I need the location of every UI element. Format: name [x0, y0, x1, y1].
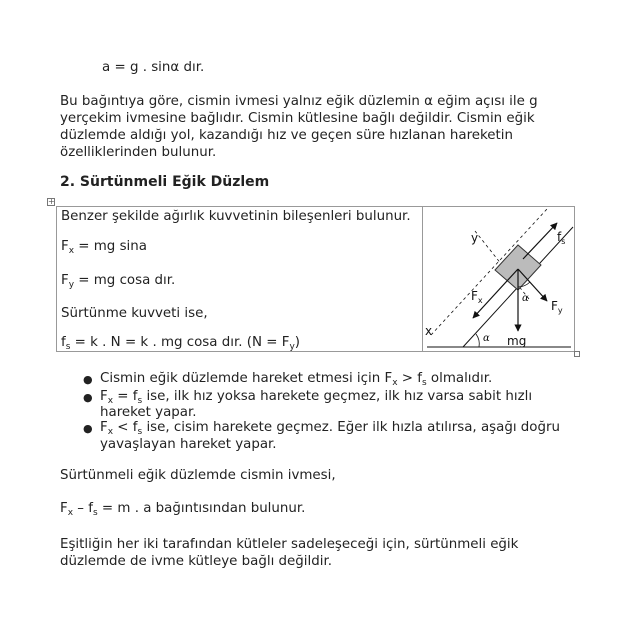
fx-label-subscript: x [477, 296, 483, 305]
accel-formula-rest: = m . a bağıntısından bulunur. [97, 501, 306, 516]
bullet-1-sub-a: x [392, 378, 398, 388]
bullet-2-text-a: F [100, 389, 108, 404]
fs-end: ) [294, 335, 300, 350]
acceleration-intro: Sürtünmeli eğik düzlemde cismin ivmesi, [60, 468, 336, 483]
fy-formula [61, 273, 175, 288]
acceleration-formula [60, 500, 305, 517]
intro-line-3: düzlemde aldığı yol, kazandığı hız ve geçen süre hızlanan hareketin [60, 128, 514, 143]
bullet-2-sub-a: x [107, 396, 114, 406]
y-axis-label: y [471, 231, 479, 245]
closing-line-2: düzlemde de ivme kütleye bağlı değildir. [60, 554, 332, 569]
section-heading: 2. Sürtünmeli Eğik Düzlem [60, 174, 270, 190]
fs-subscript: s [65, 342, 71, 352]
inner-angle-label: α [522, 293, 529, 304]
bullet-1-text-c: olmalıdır. [426, 371, 493, 386]
bullet-3-line-1 [100, 419, 560, 436]
bullet-3-text-b: < f [113, 420, 138, 435]
bullet-dot: ● [83, 422, 93, 435]
closing-line-1: Eşitliğin her iki tarafından kütleler sadeleşeceği için, sürtünmeli eğik [60, 537, 519, 552]
accel-formula-minus-fs: – f [73, 501, 93, 516]
accel-formula-fs-sub: s [92, 508, 98, 518]
fy-label-symbol: F [551, 299, 558, 313]
bullet-2-text-b: = f [113, 389, 138, 404]
intro-line-4: özelliklerinden bulunur. [60, 145, 217, 160]
bullet-2-sub-b: s [137, 396, 143, 406]
bullet-3-text-a: F [100, 420, 108, 435]
fx-rest: = mg sina [74, 239, 147, 254]
friction-force-arrow [523, 223, 557, 259]
base-angle-arc [476, 334, 479, 347]
fs-formula [61, 335, 300, 350]
fx-label [471, 289, 483, 305]
fs-normal-subscript: y [289, 342, 295, 352]
fs-label-subscript: s [561, 237, 566, 246]
fy-label-subscript: y [557, 306, 563, 315]
bullet-3-sub-a: x [107, 427, 114, 437]
bullet-2-line-2: hareket yapar. [100, 405, 197, 420]
content-table [56, 206, 575, 352]
bullet-1-text-a: Cismin eğik düzlemde hareket etmesi için F [100, 371, 393, 386]
bullet-1-line-1 [100, 370, 492, 387]
bullet-3-sub-b: s [137, 427, 143, 437]
table-resize-handle[interactable] [574, 351, 580, 357]
bullet-2-line-1 [100, 388, 532, 405]
fy-symbol: F [61, 273, 69, 288]
fx-force-arrow [473, 269, 518, 318]
fs-label-symbol: f [557, 230, 562, 244]
bullet-dot: ● [83, 391, 93, 404]
fy-label [551, 299, 563, 315]
bullet-2-text-c: ise, ilk hız yoksa harekete geçmez, ilk hız varsa sabit hızlı [142, 389, 533, 404]
fs-symbol: f [61, 335, 66, 350]
friction-intro-text: Sürtünme kuvveti ise, [61, 306, 208, 321]
bullet-3-text-c: ise, cisim harekete geçmez. Eğer ilk hızla atılırsa, aşağı doğru [142, 420, 560, 435]
fs-middle: = k . N = k . mg cosa dır. (N = F [70, 335, 290, 350]
weight-label: mg [507, 334, 527, 348]
bullet-1-text-b: > f [397, 371, 422, 386]
fx-subscript: x [68, 246, 75, 256]
x-axis-label: x [425, 324, 433, 338]
fy-subscript: y [68, 280, 75, 290]
accel-formula-fx-sub: x [67, 508, 74, 518]
fx-label-symbol: F [471, 289, 478, 303]
fs-label [557, 230, 565, 246]
fx-symbol: F [61, 239, 69, 254]
bullet-1-sub-b: s [421, 378, 427, 388]
table-move-handle[interactable]: + [48, 197, 55, 206]
fx-formula [61, 239, 147, 254]
fy-rest: = mg cosa dır. [74, 273, 176, 288]
intro-line-2: yerçekim ivmesine bağlıdır. Cismin kütlesine bağlı değildir. Cismin eğik [60, 111, 535, 126]
top-formula: a = g . sinα dır. [102, 60, 205, 75]
intro-line-1: Bu bağıntıya göre, cismin ivmesi yalnız eğik düzlemin α eğim açısı ile g [60, 94, 538, 109]
inclined-plane-diagram [423, 207, 575, 351]
bullet-dot: ● [83, 373, 93, 386]
bullet-3-line-2: yavaşlayan hareket yapar. [100, 437, 277, 452]
table-intro-text: Benzer şekilde ağırlık kuvvetinin bileşenleri bulunur. [61, 209, 411, 224]
base-angle-label: α [483, 333, 490, 344]
accel-formula-fx: F [60, 501, 68, 516]
